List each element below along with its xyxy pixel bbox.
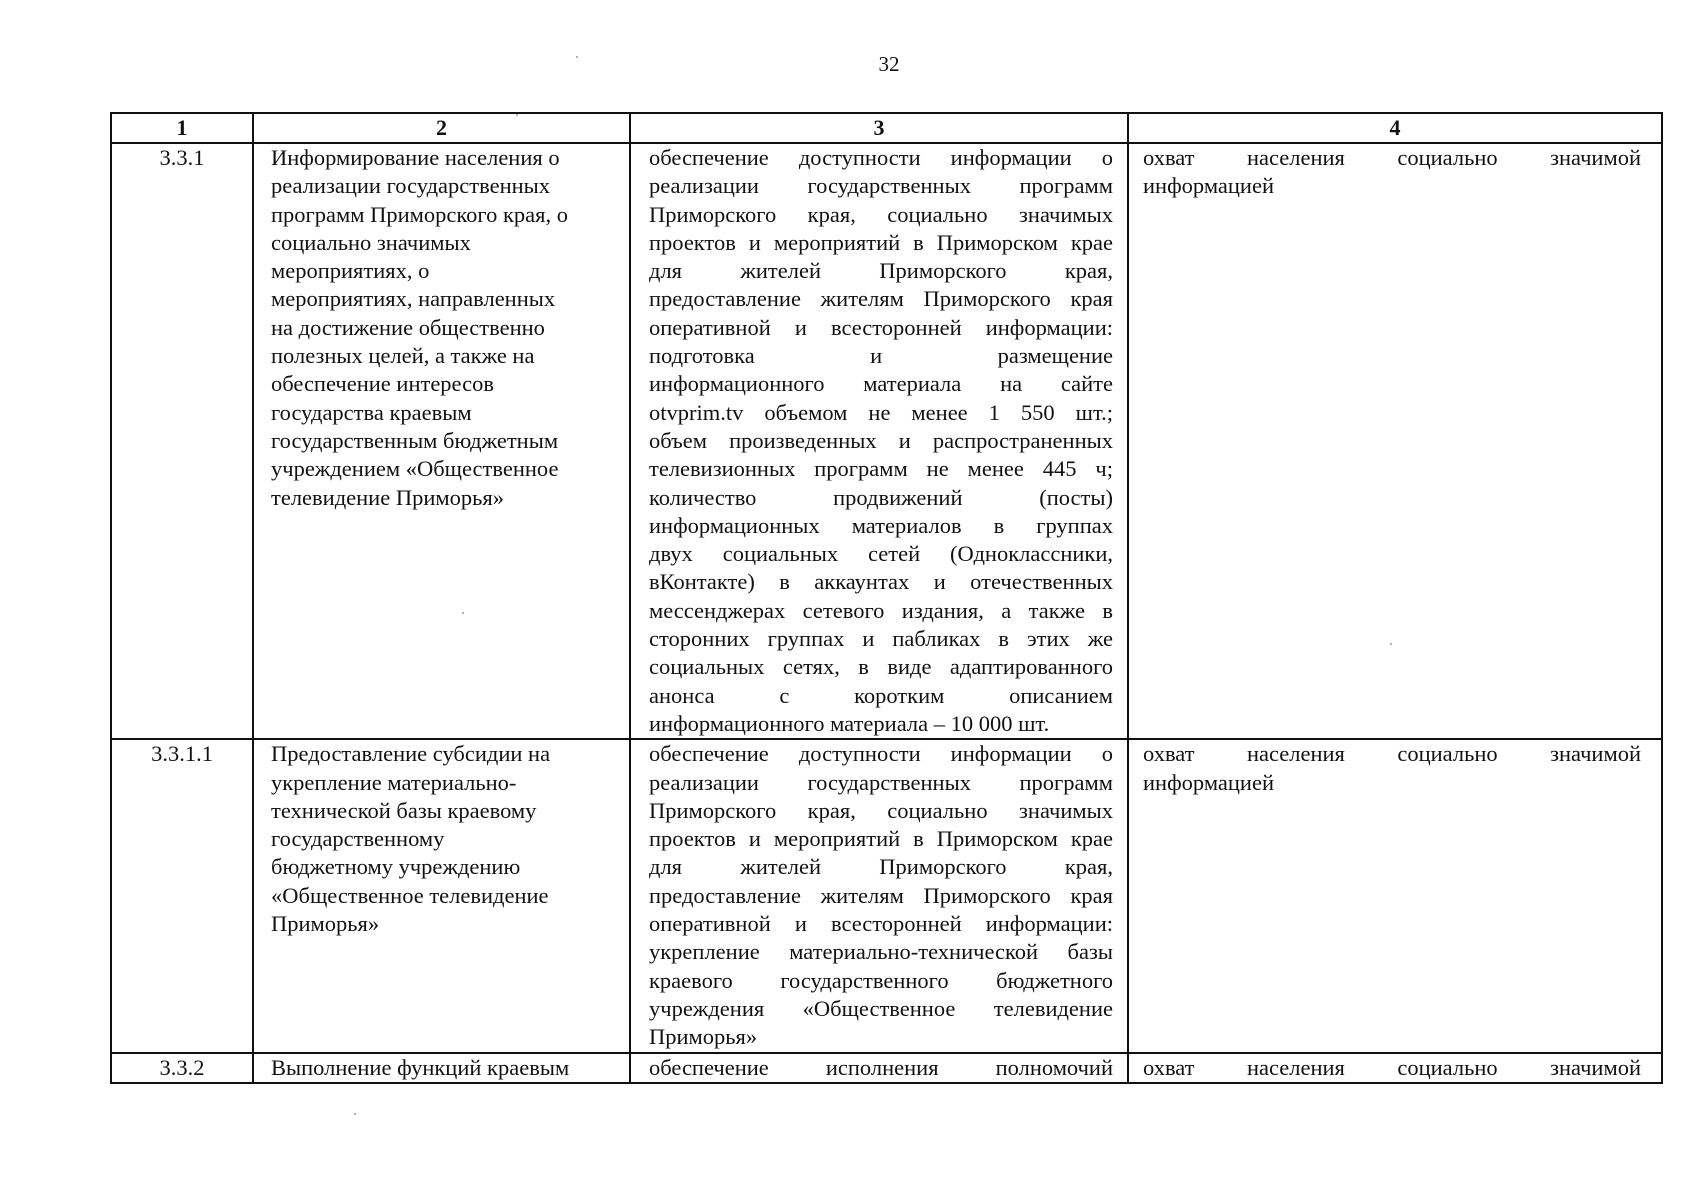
row-code-cell: 3.3.1 (111, 143, 253, 739)
text-line: для жителей Приморского края, (649, 258, 1113, 284)
text-line: обеспечение исполнения полномочий (649, 1054, 1113, 1080)
page-number: 32 (878, 52, 900, 76)
scan-speck (576, 56, 578, 58)
column-header-4: 4 (1128, 113, 1662, 143)
row-code-cell: 3.3.1.1 (111, 739, 253, 1052)
text-line: телевизионных программ не менее 445 ч; (649, 456, 1113, 482)
text-line: государственному (271, 826, 445, 852)
text-line: технической базы краевому (271, 797, 537, 823)
text-line: информацией (1143, 769, 1275, 795)
program-activities-table (110, 112, 1663, 1084)
text-line: анонса с коротким описанием (649, 682, 1113, 708)
row-indicator-cell (1128, 1053, 1662, 1083)
text-line: вКонтакте) в аккаунтах и отечественных (649, 569, 1113, 595)
text-line: мероприятиях, направленных (271, 286, 556, 312)
text-line: укрепление материально- (271, 769, 517, 795)
text-line: «Общественное телевидение (271, 882, 549, 908)
text-line: проектов и мероприятий в Приморском крае (649, 826, 1113, 852)
scan-speck (354, 1113, 356, 1115)
text-line: информационных материалов в группах (649, 512, 1113, 538)
row-name-cell (253, 1053, 630, 1083)
text-line: информационного материала – 10 000 шт. (649, 710, 1050, 736)
scan-speck (1390, 643, 1392, 645)
text-line: программ Приморского края, о (271, 201, 568, 227)
row-indicator-cell (1128, 739, 1662, 1052)
text-line: двух социальных сетей (Одноклассники, (649, 541, 1113, 567)
text-line: проектов и мероприятий в Приморском крае (649, 229, 1113, 255)
text-line: Предоставление субсидии на (271, 741, 551, 767)
table-header-row (111, 113, 1662, 143)
text-line: государства краевым (271, 399, 472, 425)
text-line: Приморья» (649, 1024, 758, 1050)
text-line: Приморья» (271, 911, 380, 937)
text-line: социально значимых (271, 229, 471, 255)
text-line: сторонних группах и пабликах в этих же (649, 626, 1113, 652)
text-line: оперативной и всесторонней информации: (649, 911, 1113, 937)
column-header-1: 1 (111, 113, 253, 143)
scan-speck (462, 612, 464, 614)
text-line: количество продвижений (посты) (649, 484, 1113, 510)
text-line: обеспечение доступности информации о (649, 741, 1113, 767)
row-name-cell (253, 143, 630, 739)
table-row (111, 143, 1662, 739)
table-row (111, 1053, 1662, 1083)
text-line: для жителей Приморского края, (649, 854, 1113, 880)
text-line: полезных целей, а также на (271, 343, 535, 369)
text-line: объем произведенных и распространенных (649, 427, 1113, 453)
text-line: укрепление материально-технической базы (649, 939, 1113, 965)
text-line: мероприятиях, о (271, 258, 430, 284)
text-line: реализации государственных программ (649, 173, 1113, 199)
row-description-cell (630, 1053, 1128, 1083)
text-line: реализации государственных (271, 173, 551, 199)
text-line: информацией (1143, 173, 1275, 199)
text-line: охват населения социально значимой (1143, 1054, 1641, 1080)
text-line: учреждения «Общественное телевидение (649, 995, 1113, 1021)
row-code-cell: 3.3.2 (111, 1053, 253, 1083)
row-name-cell (253, 739, 630, 1052)
column-header-2: 2 (253, 113, 630, 143)
text-line: государственным бюджетным (271, 427, 559, 453)
text-line: краевого государственного бюджетного (649, 967, 1113, 993)
text-line: Приморского края, социально значимых (649, 797, 1113, 823)
text-line: подготовка и размещение (649, 343, 1113, 369)
table-row (111, 739, 1662, 1052)
text-line: учреждением «Общественное (271, 456, 559, 482)
row-indicator-cell (1128, 143, 1662, 739)
text-line: обеспечение доступности информации о (649, 145, 1113, 170)
text-line: охват населения социально значимой (1143, 741, 1641, 767)
text-line: Выполнение функций краевым (271, 1054, 570, 1080)
text-line: предоставление жителям Приморского края (649, 286, 1113, 312)
text-line: охват населения социально значимой (1143, 145, 1641, 170)
text-line: реализации государственных программ (649, 769, 1113, 795)
row-description-cell (630, 739, 1128, 1052)
row-description-cell (630, 143, 1128, 739)
text-line: бюджетному учреждению (271, 854, 521, 880)
text-line: предоставление жителям Приморского края (649, 882, 1113, 908)
text-line: оперативной и всесторонней информации: (649, 314, 1113, 340)
text-line: otvprim.tv объемом не менее 1 550 шт.; (649, 399, 1113, 425)
text-line: на достижение общественно (271, 314, 545, 340)
text-line: мессенджерах сетевого издания, а также в (649, 597, 1113, 623)
text-line: обеспечение интересов (271, 371, 494, 397)
text-line: Приморского края, социально значимых (649, 201, 1113, 227)
scan-speck (516, 114, 518, 116)
text-line: телевидение Приморья» (271, 484, 504, 510)
text-line: социальных сетях, в виде адаптированного (649, 654, 1113, 680)
column-header-3: 3 (630, 113, 1128, 143)
text-line: Информирование населения о (271, 145, 560, 170)
text-line: информационного материала на сайте (649, 371, 1113, 397)
